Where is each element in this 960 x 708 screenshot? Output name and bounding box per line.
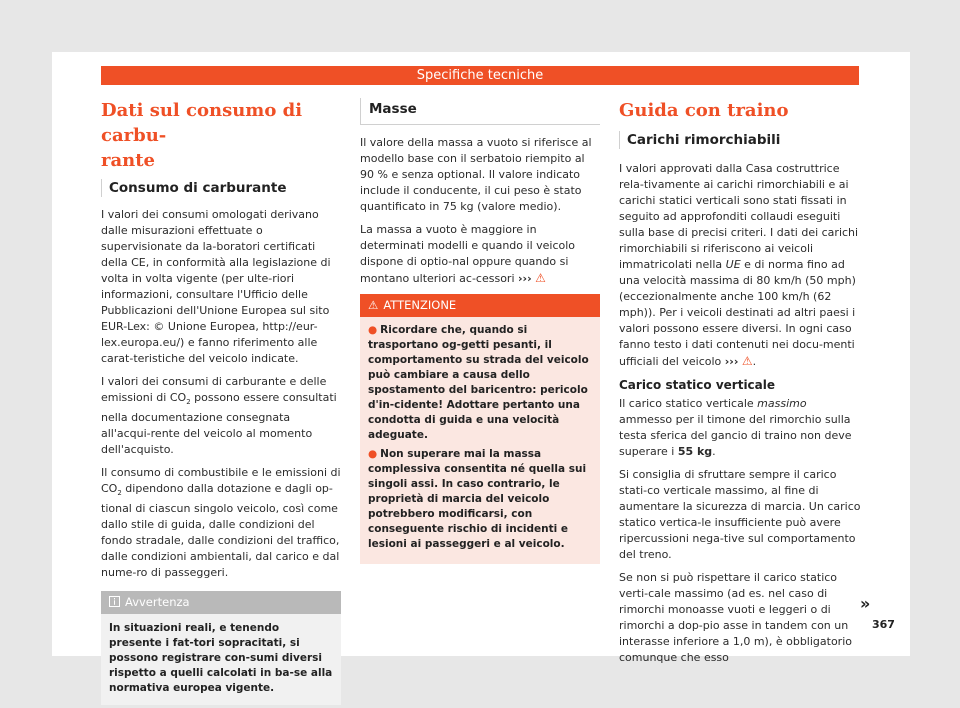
- note-body: In situazioni reali, e tenendo presente i fat-tori sopracitati, si possono registrare con-sumi diversi rispetto a quelli calcolati in ba-se alla normativa europea vigente.: [109, 622, 333, 695]
- paragraph: I valori dei consumi di carburante e delle emissioni di $CO_2$ possono essere consultati nella documentazione consegnata all'acqui-rente del veicolo al momento dell'acquisto.: [101, 375, 337, 457]
- warning-icon: ⚠: [368, 298, 379, 312]
- paragraph: Il carico statico verticale massimo ammesso per il timone del rimorchio sulla testa sferica del gancio di traino non deve superare i 55 kg.: [619, 397, 852, 458]
- column-masses: [360, 98, 600, 564]
- towing-loads-subtitle: Carichi rimorchiabili: [619, 131, 863, 149]
- column-towing: [619, 98, 863, 673]
- warning-body: [360, 317, 600, 564]
- fuel-consumption-title: Dati sul consumo di carbu- rante: [101, 100, 303, 171]
- fuel-consumption-subtitle: Consumo di carburante: [101, 179, 341, 197]
- info-icon: [109, 596, 120, 607]
- note-header: Avvertenza: [101, 591, 341, 614]
- continue-arrow-icon: »: [860, 594, 871, 613]
- paragraph: I valori approvati dalla Casa costruttrice rela-tivamente ai carichi rimorchiabili e ai carichi statici verticali sono stati fissati in seguito ad approfonditi collaudi eseguiti sulla base di precisi criteri. I dati dei carichi rimorchiabili si riferiscono ai veicoli immatricolati nella UE e di norma fino ad una velocità massima di 80 km/h (50 mph) (eccezionalmente anche 100 km/h (62 mph)). Per i veicoli destinati ad altri paesi i valori possono essere diversi. In ogni caso fanno testo i dati contenuti nei docu-menti ufficiali del veicolo ››› ⚠.: [619, 162, 859, 368]
- paragraph: Si consiglia di sfruttare sempre il carico stati-co verticale massimo, al fine di aumentare la sicurezza di marcia. Un carico statico vertica-le insufficiente può avere ripercussioni nega-tive sul comportamento del treno.: [619, 468, 861, 561]
- column-fuel-consumption: [101, 98, 341, 705]
- paragraph: La massa a vuoto è maggiore in determinati modelli e quando il veicolo dispone di optio-nal oppure quando si montano ulteriori ac-cessori ››› ⚠: [360, 223, 576, 285]
- warning-item: ● Non superare mai la massa complessiva consentita né quella sui singoli assi. In caso contrario, le proprietà di marcia del veicolo potrebbero modificarsi, con conseguente rischio di incidenti e lesioni ai passeggeri e al veicolo.: [368, 448, 587, 550]
- warning-box: [360, 294, 600, 564]
- warning-icon: ⚠: [535, 271, 546, 285]
- paragraph: Il valore della massa a vuoto si riferisce al modello base con il serbatoio riempito al 90 % e senza optional. Il valore indicato include il conducente, il cui peso è stato quantificato in 75 kg (valore medio).: [360, 136, 592, 213]
- towing-title: Guida con traino: [619, 100, 789, 121]
- paragraph: Se non si può rispettare il carico statico verti-cale massimo (ad es. nel caso di rimorchi monoasse vuoti e leggeri o di rimorchi a dop-pio asse in tandem con un interasse inferiore a 1,0 m), è obbligatorio comunque che esso: [619, 571, 852, 664]
- static-load-heading: Carico statico verticale: [619, 378, 776, 392]
- masses-subtitle: Masse: [360, 98, 600, 125]
- section-header: Specifiche tecniche: [101, 66, 859, 85]
- page-number: 367: [872, 618, 895, 631]
- cross-reference-link[interactable]: ›››: [724, 355, 739, 368]
- paragraph: I valori dei consumi omologati derivano dalle misurazioni effettuate o supervisionate da la-boratori certificati della CE, in conformità alla legislazione di volta in volta vigente (per ulte-riori informazioni, consultare l'Ufficio delle Pubblicazioni dell'Unione Europea sul sito EUR-Lex: © Unione Europea, http://eur-lex.europa.eu/) e fanno riferimento alle carat-teristiche del veicolo indicate.: [101, 208, 331, 365]
- warning-icon: ⚠: [741, 354, 753, 368]
- note-box: [101, 591, 341, 705]
- warning-item: ● Ricordare che, quando si trasportano og-getti pesanti, il comportamento su strada del veicolo può cambiare a causa dello spostamento del baricentro: pericolo d'in-cidente! Adottare pertanto una condotta di guida e una velocità adeguate.: [368, 324, 589, 441]
- warning-header: ⚠ ATTENZIONE: [360, 294, 600, 317]
- cross-reference-link[interactable]: ›››: [518, 272, 532, 285]
- paragraph: Il consumo di combustibile e le emissioni di $CO_2$ dipendono dalla dotazione e dagli op-tional di ciascun singolo veicolo, così come dallo stile di guida, dalle condizioni del fondo stradale, dalle condizioni del traffico, dalle condizioni ambientali, dal carico e dal nume-ro di passeggeri.: [101, 466, 341, 580]
